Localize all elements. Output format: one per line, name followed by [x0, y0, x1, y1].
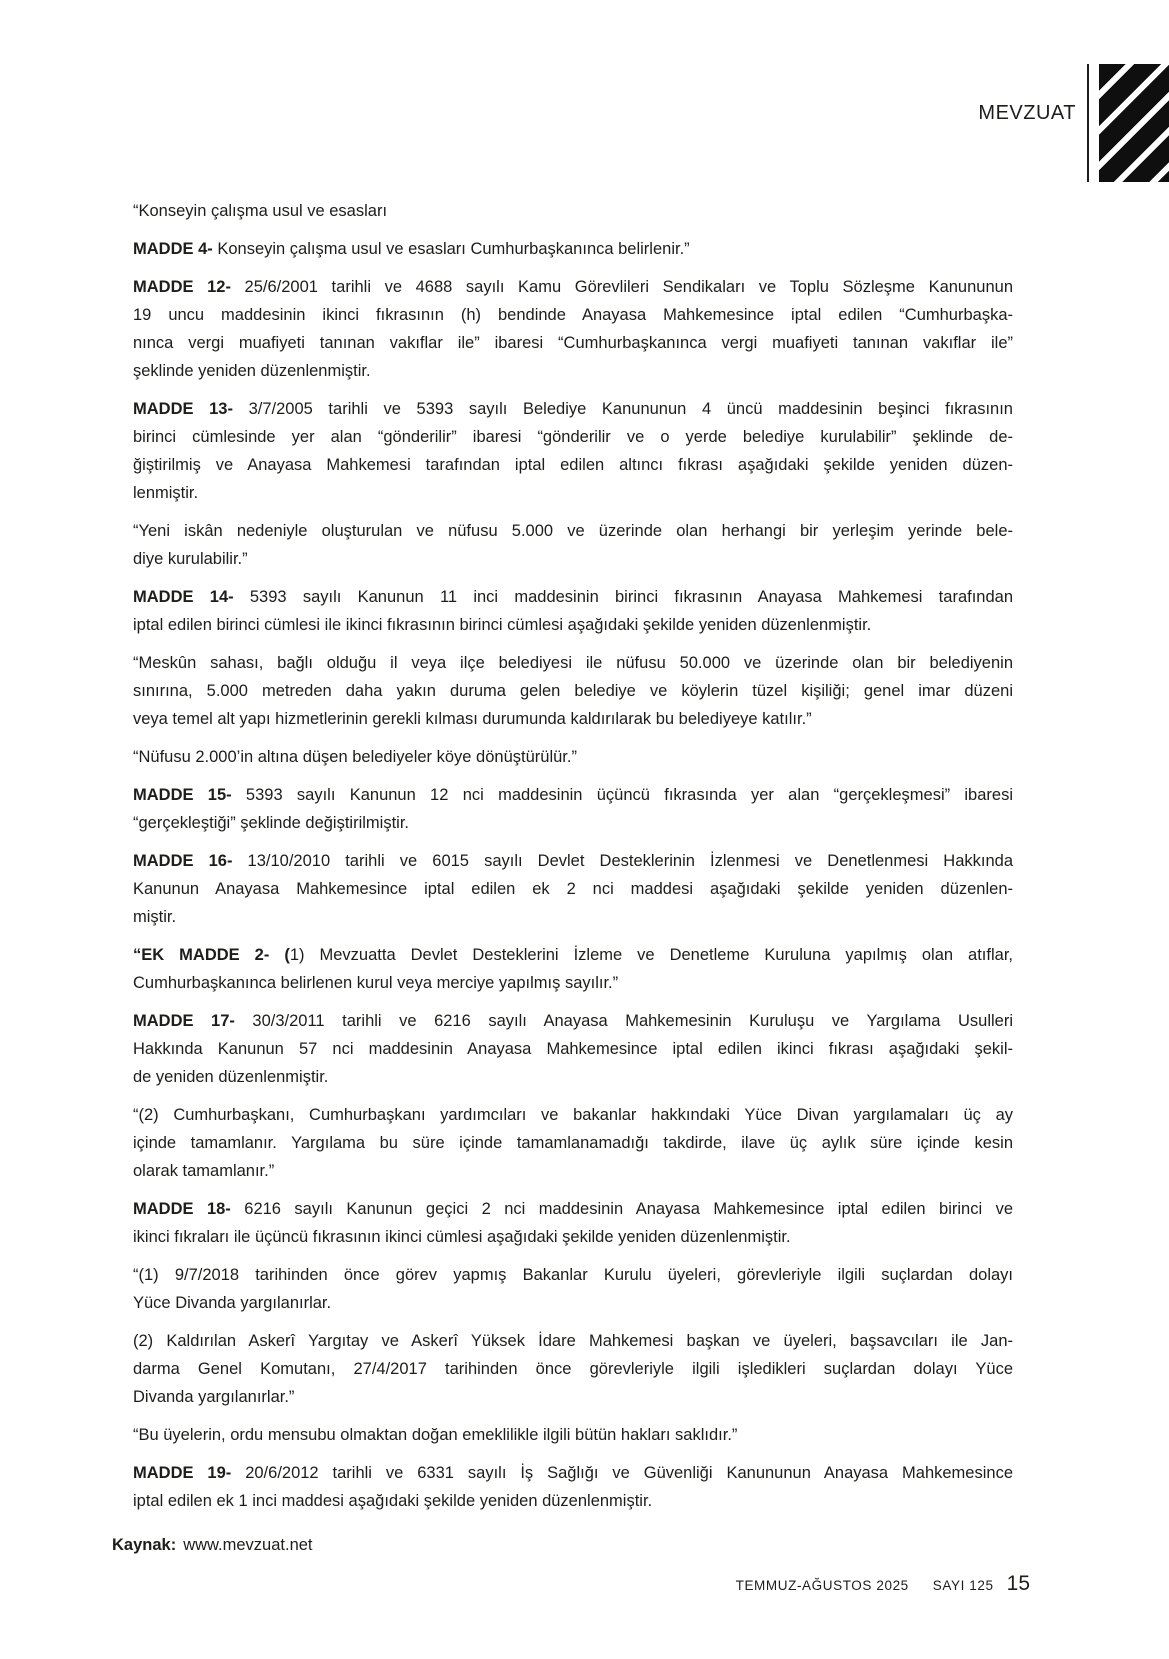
text-line: MADDE 13- 3/7/2005 tarihli ve 5393 sayılı Belediye Kanununun 4 üncü maddesinin beşinci fıkrasının — [133, 400, 1013, 418]
paragraph — [133, 583, 1013, 639]
text-line: MADDE 16- 13/10/2010 tarihli ve 6015 sayılı Devlet Desteklerinin İzlenmesi ve Denetlenmesi Hakkında — [133, 852, 1013, 870]
text-line: “(1) 9/7/2018 tarihinden önce görev yapmış Bakanlar Kurulu üyeleri, görevleriyle ilgili suçlardan dolayı — [133, 1266, 1013, 1284]
text-line: lenmiştir. — [133, 484, 199, 502]
magazine-section-title: MEVZUAT — [978, 102, 1076, 124]
paragraph — [133, 1101, 1013, 1185]
text-line: diye kurulabilir.” — [133, 550, 248, 568]
text-line: nınca vergi muafiyeti tanınan vakıflar ile” ibaresi “Cumhurbaşkanınca vergi muafiyeti tanınan vakıflar ile” — [133, 334, 1013, 352]
text-line: (2) Kaldırılan Askerî Yargıtay ve Askerî Yüksek İdare Mahkemesi başkan ve üyeleri, başsavcıları ile Jan- — [133, 1332, 1013, 1350]
paragraph — [133, 1261, 1013, 1317]
text-line: darma Genel Komutanı, 27/4/2017 tarihinden önce görevleriyle ilgili işledikleri suçlardan dolayı Yüce — [133, 1360, 1013, 1378]
text-line: Kanunun Anayasa Mahkemesince iptal edilen ek 2 nci maddesi aşağıdaki şekilde yeniden düzenlen- — [133, 880, 1013, 898]
text-line: “Konseyin çalışma usul ve esasları — [133, 202, 388, 220]
paragraph — [133, 847, 1013, 931]
article-paragraphs — [133, 197, 1013, 1515]
text-line: “EK MADDE 2- (1) Mevzuatta Devlet Desteklerini İzleme ve Denetleme Kuruluna yapılmış olan atıflar, — [133, 946, 1013, 964]
footer-issue-number: SAYI 125 — [932, 1578, 994, 1593]
paragraph — [133, 235, 1013, 263]
header-divider — [1087, 64, 1089, 182]
article-number-bold: MADDE 12- — [133, 278, 231, 296]
source-url: www.mevzuat.net — [183, 1536, 313, 1554]
text-line: ikinci fıkraları ile üçüncü fıkrasının ikinci cümlesi aşağıdaki şekilde yeniden düzenlenmiştir. — [133, 1228, 791, 1246]
text-line: MADDE 14- 5393 sayılı Kanunun 11 inci maddesinin birinci fıkrasının Anayasa Mahkemesi tarafından — [133, 588, 1013, 606]
text-line: sınırına, 5.000 metreden daha yakın duruma gelen belediye ve köylerin tüzel kişiliği; genel imar düzeni — [133, 682, 1013, 700]
text-line: ğiştirilmiş ve Anayasa Mahkemesi tarafından iptal edilen altıncı fıkrası aşağıdaki şekilde yeniden düzen- — [133, 456, 1013, 474]
text-line: “Nüfusu 2.000’in altına düşen belediyeler köye dönüştürülür.” — [133, 748, 577, 766]
text-line: Hakkında Kanunun 57 nci maddesinin Anayasa Mahkemesince iptal edilen ikinci fıkrası aşağıdaki şekil- — [133, 1040, 1013, 1058]
text-line: “(2) Cumhurbaşkanı, Cumhurbaşkanı yardımcıları ve bakanlar hakkındaki Yüce Divan yargılamaları üç ay — [133, 1106, 1013, 1124]
footer-issue-date: TEMMUZ-AĞUSTOS 2025 — [735, 1578, 909, 1593]
text-line: iptal edilen ek 1 inci maddesi aşağıdaki şekilde yeniden düzenlenmiştir. — [133, 1492, 653, 1510]
paragraph — [133, 649, 1013, 733]
text-line: Cumhurbaşkanınca belirlenen kurul veya merciye yapılmış sayılır.” — [133, 974, 619, 992]
text-line: MADDE 18- 6216 sayılı Kanunun geçici 2 nci maddesinin Anayasa Mahkemesince iptal edilen birinci ve — [133, 1200, 1013, 1218]
article-number-bold: “EK MADDE 2- ( — [133, 946, 290, 964]
text-line: Yüce Divanda yargılanırlar. — [133, 1294, 332, 1312]
text-line: birinci cümlesinde yer alan “gönderilir” ibaresi “gönderilir ve o yerde belediye kurulabilir” şeklinde de- — [133, 428, 1013, 446]
text-line: veya temel alt yapı hizmetlerinin gerekli kılması durumunda kaldırılarak bu belediyeye katılır.” — [133, 710, 812, 728]
paragraph — [133, 517, 1013, 573]
paragraph — [133, 781, 1013, 837]
article-content — [112, 197, 1013, 1559]
text-line: MADDE 15- 5393 sayılı Kanunun 12 nci maddesinin üçüncü fıkrasında yer alan “gerçekleşmesi” ibaresi — [133, 786, 1013, 804]
article-number-bold: MADDE 19- — [133, 1464, 232, 1482]
article-number-bold: MADDE 4- — [133, 240, 213, 258]
source-line — [112, 1531, 1013, 1559]
article-number-bold: MADDE 18- — [133, 1200, 231, 1218]
paragraph — [133, 1195, 1013, 1251]
article-number-bold: MADDE 15- — [133, 786, 232, 804]
article-number-bold: MADDE 13- — [133, 400, 233, 418]
text-line: MADDE 4- Konseyin çalışma usul ve esasları Cumhurbaşkanınca belirlenir.” — [133, 240, 690, 258]
article-number-bold: MADDE 17- — [133, 1012, 235, 1030]
paragraph — [133, 743, 1013, 771]
article-number-bold: MADDE 16- — [133, 852, 233, 870]
footer-page-number: 15 — [1006, 1572, 1030, 1595]
text-line: içinde tamamlanır. Yargılama bu süre içinde tamamlanamadığı takdirde, ilave üç aylık süre içinde kesin — [133, 1134, 1013, 1152]
paragraph — [133, 941, 1013, 997]
text-line: Divanda yargılanırlar.” — [133, 1388, 295, 1406]
diagonal-stripes-logo — [1099, 64, 1169, 182]
paragraph — [133, 197, 1013, 225]
text-line: MADDE 12- 25/6/2001 tarihli ve 4688 sayılı Kamu Görevlileri Sendikaları ve Toplu Sözleşme Kanununun — [133, 278, 1013, 296]
text-line: olarak tamamlanır.” — [133, 1162, 275, 1180]
article-number-bold: MADDE 14- — [133, 588, 234, 606]
text-line: iptal edilen birinci cümlesi ile ikinci fıkrasının birinci cümlesi aşağıdaki şekilde yeniden düzenlenmiştir. — [133, 616, 872, 634]
text-line: “Yeni iskân nedeniyle oluşturulan ve nüfusu 5.000 ve üzerinde olan herhangi bir yerleşim yerinde bele- — [133, 522, 1013, 540]
paragraph — [133, 1421, 1013, 1449]
text-line: MADDE 17- 30/3/2011 tarihli ve 6216 sayılı Anayasa Mahkemesinin Kuruluşu ve Yargılama Usulleri — [133, 1012, 1013, 1030]
text-line: “gerçekleştiği” şeklinde değiştirilmiştir. — [133, 814, 410, 832]
text-line: miştir. — [133, 908, 177, 926]
text-line: 19 uncu maddesinin ikinci fıkrasının (h) bendinde Anayasa Mahkemesince iptal edilen “Cumhurbaşka- — [133, 306, 1013, 324]
paragraph — [133, 1459, 1013, 1515]
paragraph — [133, 273, 1013, 385]
source-label: Kaynak: — [112, 1536, 177, 1554]
paragraph — [133, 395, 1013, 507]
paragraph — [133, 1327, 1013, 1411]
text-line: MADDE 19- 20/6/2012 tarihli ve 6331 sayılı İş Sağlığı ve Güvenliği Kanununun Anayasa Mahkemesince — [133, 1464, 1013, 1482]
text-line: “Bu üyelerin, ordu mensubu olmaktan doğan emeklilikle ilgili bütün hakları saklıdır.” — [133, 1426, 738, 1444]
page-footer — [736, 1572, 1030, 1596]
text-line: de yeniden düzenlenmiştir. — [133, 1068, 329, 1086]
text-line: “Meskûn sahası, bağlı olduğu il veya ilçe belediyesi ile nüfusu 50.000 ve üzerinde olan bir belediyenin — [133, 654, 1013, 672]
paragraph — [133, 1007, 1013, 1091]
text-line: şeklinde yeniden düzenlenmiştir. — [133, 362, 371, 380]
